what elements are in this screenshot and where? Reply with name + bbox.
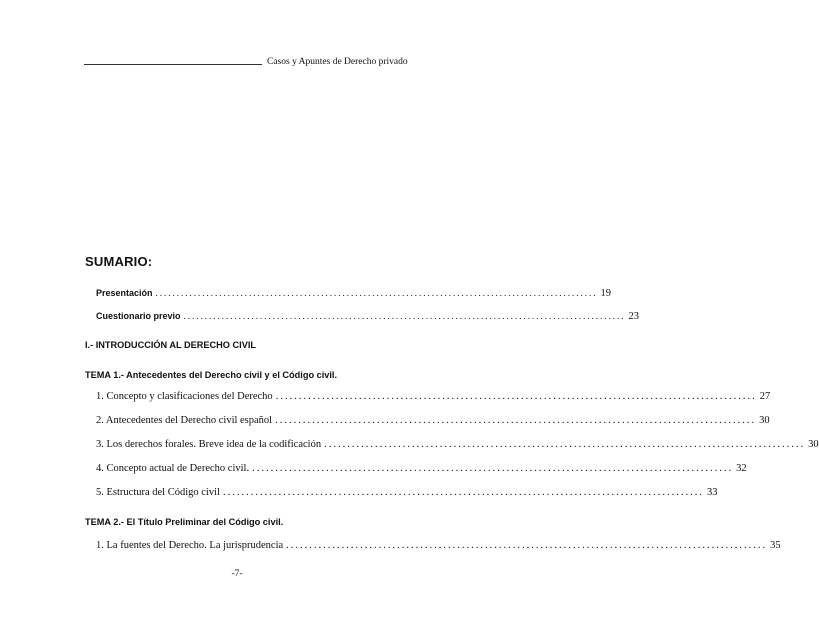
toc-entry-page: 27	[759, 391, 771, 402]
toc-entry-tema1-1[interactable]	[96, 391, 771, 402]
part-heading: I.- INTRODUCCIÓN AL DERECHO CIVIL	[85, 340, 256, 350]
header-rule	[84, 64, 262, 65]
toc-entry-label: 2. Antecedentes del Derecho civil español	[96, 415, 273, 426]
toc-entry-label: 1. La fuentes del Derecho. La jurisprudencia	[96, 540, 284, 551]
dot-leader: ........................................................................................................	[155, 288, 598, 298]
page-number: -7-	[231, 569, 243, 579]
toc-entry-page: 33	[706, 487, 718, 498]
toc-entry-tema1-5[interactable]	[96, 487, 718, 498]
toc-entry-page: 30	[808, 439, 819, 450]
dot-leader: ........................................................................................................	[183, 311, 626, 321]
toc-entry-page: 23	[628, 311, 640, 322]
toc-entry-page: 35	[770, 540, 781, 551]
toc-entry-tema1-2[interactable]	[96, 415, 770, 426]
toc-entry-page: 32	[736, 463, 747, 474]
dot-leader: ........................................................................................................	[286, 540, 768, 551]
toc-entry-tema1-4[interactable]	[96, 463, 747, 474]
dot-leader: ........................................................................................................	[275, 391, 757, 402]
toc-entry-tema1-3[interactable]	[96, 439, 819, 450]
dot-leader: ........................................................................................................	[275, 415, 757, 426]
summary-title: SUMARIO:	[85, 254, 153, 269]
toc-entry-page: 30	[759, 415, 770, 426]
tema1-heading: TEMA 1.- Antecedentes del Derecho civil y el Código civil.	[85, 370, 338, 380]
toc-entry-label: 3. Los derechos forales. Breve idea de la codificación	[96, 439, 322, 450]
running-header: Casos y Apuntes de Derecho privado	[267, 57, 408, 67]
toc-entry-cuestionario[interactable]	[96, 311, 640, 322]
toc-entry-label: 1. Concepto y clasificaciones del Derecho	[96, 391, 273, 402]
toc-entry-presentacion[interactable]	[96, 288, 612, 299]
tema2-heading: TEMA 2.- El Título Preliminar del Código civil.	[85, 517, 284, 527]
toc-entry-tema2-1[interactable]	[96, 540, 781, 551]
toc-entry-label: 4. Concepto actual de Derecho civil.	[96, 463, 250, 474]
dot-leader: ........................................................................................................	[252, 463, 734, 474]
toc-entry-page: 19	[600, 288, 612, 299]
toc-entry-label: 5. Estructura del Código civil	[96, 487, 220, 498]
dot-leader: ........................................................................................................	[324, 439, 806, 450]
toc-entry-label: Presentación	[96, 288, 153, 298]
toc-entry-label: Cuestionario previo	[96, 311, 181, 321]
dot-leader: ........................................................................................................	[222, 487, 704, 498]
